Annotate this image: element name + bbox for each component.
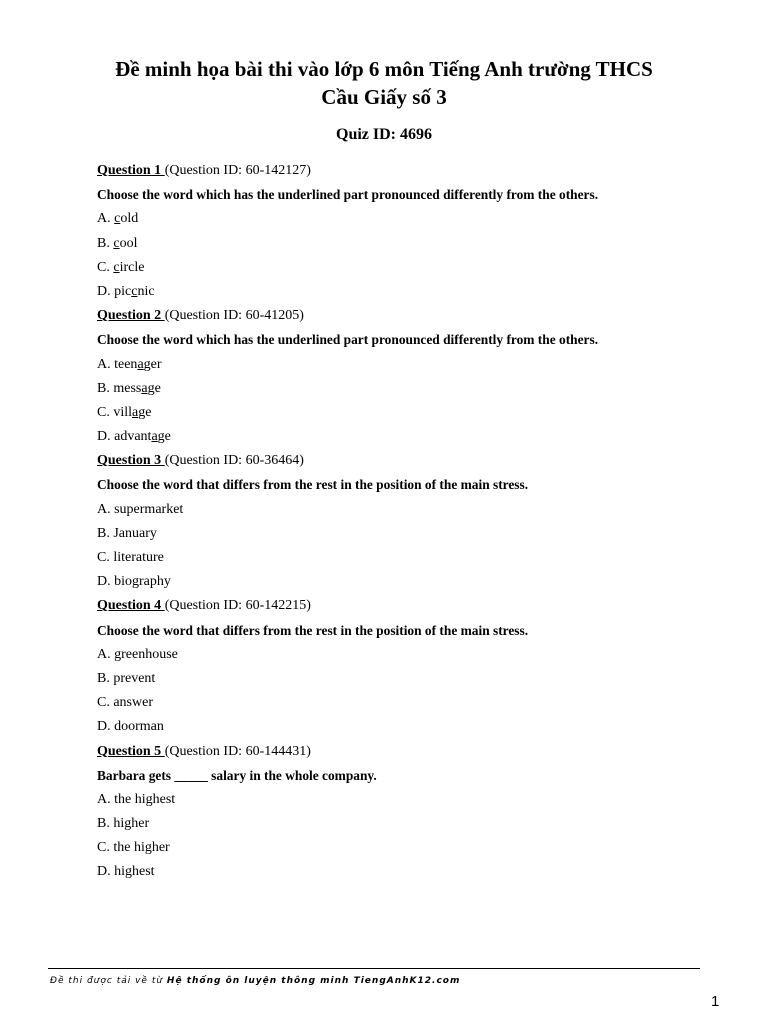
answer-option: C. answer [97,695,153,711]
question-list [97,161,717,887]
question-header [97,451,717,475]
question-block [97,596,717,741]
question-label: Question 3 [97,453,165,469]
answer-option [97,379,717,403]
footer-source [50,976,460,986]
question-id: (Question ID: 60-144431) [164,743,311,759]
footer-divider [48,968,700,969]
answer-option: B. prevent [97,670,156,686]
answer-option [97,355,717,379]
answer-option: A. the highest [97,791,176,807]
option-text: old [120,211,139,227]
option-text: D. pic [97,283,132,299]
question-block [97,451,717,596]
question-prompt: Barbara gets _____ salary in the whole company. [97,767,377,783]
answer-option: A. supermarket [97,501,184,517]
answer-option [97,282,717,306]
question-prompt: Choose the word that differs from the rest in the position of the main stress. [97,622,529,638]
underlined-part: a [151,429,158,445]
question-label: Question 4 [97,598,165,614]
option-text: nic [137,283,155,299]
footer-brand: Hệ thống ôn luyện thông minh TiengAnhK12.com [166,976,461,986]
question-prompt: Choose the word which has the underlined part pronounced differently from the others. [97,332,599,348]
answer-option [97,258,717,282]
question-block [97,161,717,306]
page-number: 1 [711,993,720,1010]
question-id: (Question ID: 60-41205) [164,308,304,324]
underlined-part: c [113,259,120,275]
option-text: D. advant [97,429,152,445]
answer-option [97,427,717,451]
option-text: C. [97,259,114,275]
question-header [97,306,717,330]
option-text: A. teen [97,356,138,372]
option-text: C. vill [97,404,133,420]
question-id: (Question ID: 60-142127) [164,163,311,178]
option-text: ger [143,356,162,372]
option-text: ge [138,404,152,420]
question-prompt: Choose the word that differs from the rest in the position of the main stress. [97,477,529,493]
underlined-part: c [131,283,138,299]
question-header [97,596,717,620]
question-label: Question 2 [97,308,165,324]
answer-option: D. biography [97,574,171,590]
title-line-1: Đề minh họa bài thi vào lớp 6 môn Tiếng Anh trường THCS [115,57,653,81]
option-text: ool [119,235,138,251]
option-text: ge [157,429,171,445]
answer-option: D. doorman [97,719,164,735]
underlined-part: c [113,235,120,251]
answer-option [97,209,717,233]
answer-option: C. literature [97,550,164,565]
answer-option [97,403,717,427]
option-text: B. [97,235,114,251]
document-title [60,55,708,111]
answer-option: B. January [97,525,157,541]
question-label: Question 5 [97,743,165,759]
answer-option: B. higher [97,816,150,832]
question-id: (Question ID: 60-36464) [164,453,304,469]
underlined-part: a [137,356,144,372]
underlined-part: a [141,380,148,396]
question-label: Question 1 [97,163,165,178]
underlined-part: a [132,404,139,420]
option-text: A. [97,211,115,227]
underlined-part: c [114,211,121,227]
question-header [97,742,717,766]
question-id: (Question ID: 60-142215) [164,598,311,614]
answer-option: D. highest [97,864,155,880]
option-text: ge [147,380,161,396]
answer-option [97,234,717,258]
answer-option: C. the higher [97,840,170,856]
question-block [97,742,717,887]
option-text: ircle [119,259,145,275]
question-header [97,161,717,185]
quiz-id: Quiz ID: 4696 [336,126,432,143]
title-line-2: Cầu Giấy số 3 [321,85,447,109]
question-prompt: Choose the word which has the underlined part pronounced differently from the others. [97,187,599,203]
question-block [97,306,717,451]
footer-prefix: Đề thi được tải về từ [50,976,167,986]
answer-option: A. greenhouse [97,646,178,662]
option-text: B. mess [97,380,142,396]
